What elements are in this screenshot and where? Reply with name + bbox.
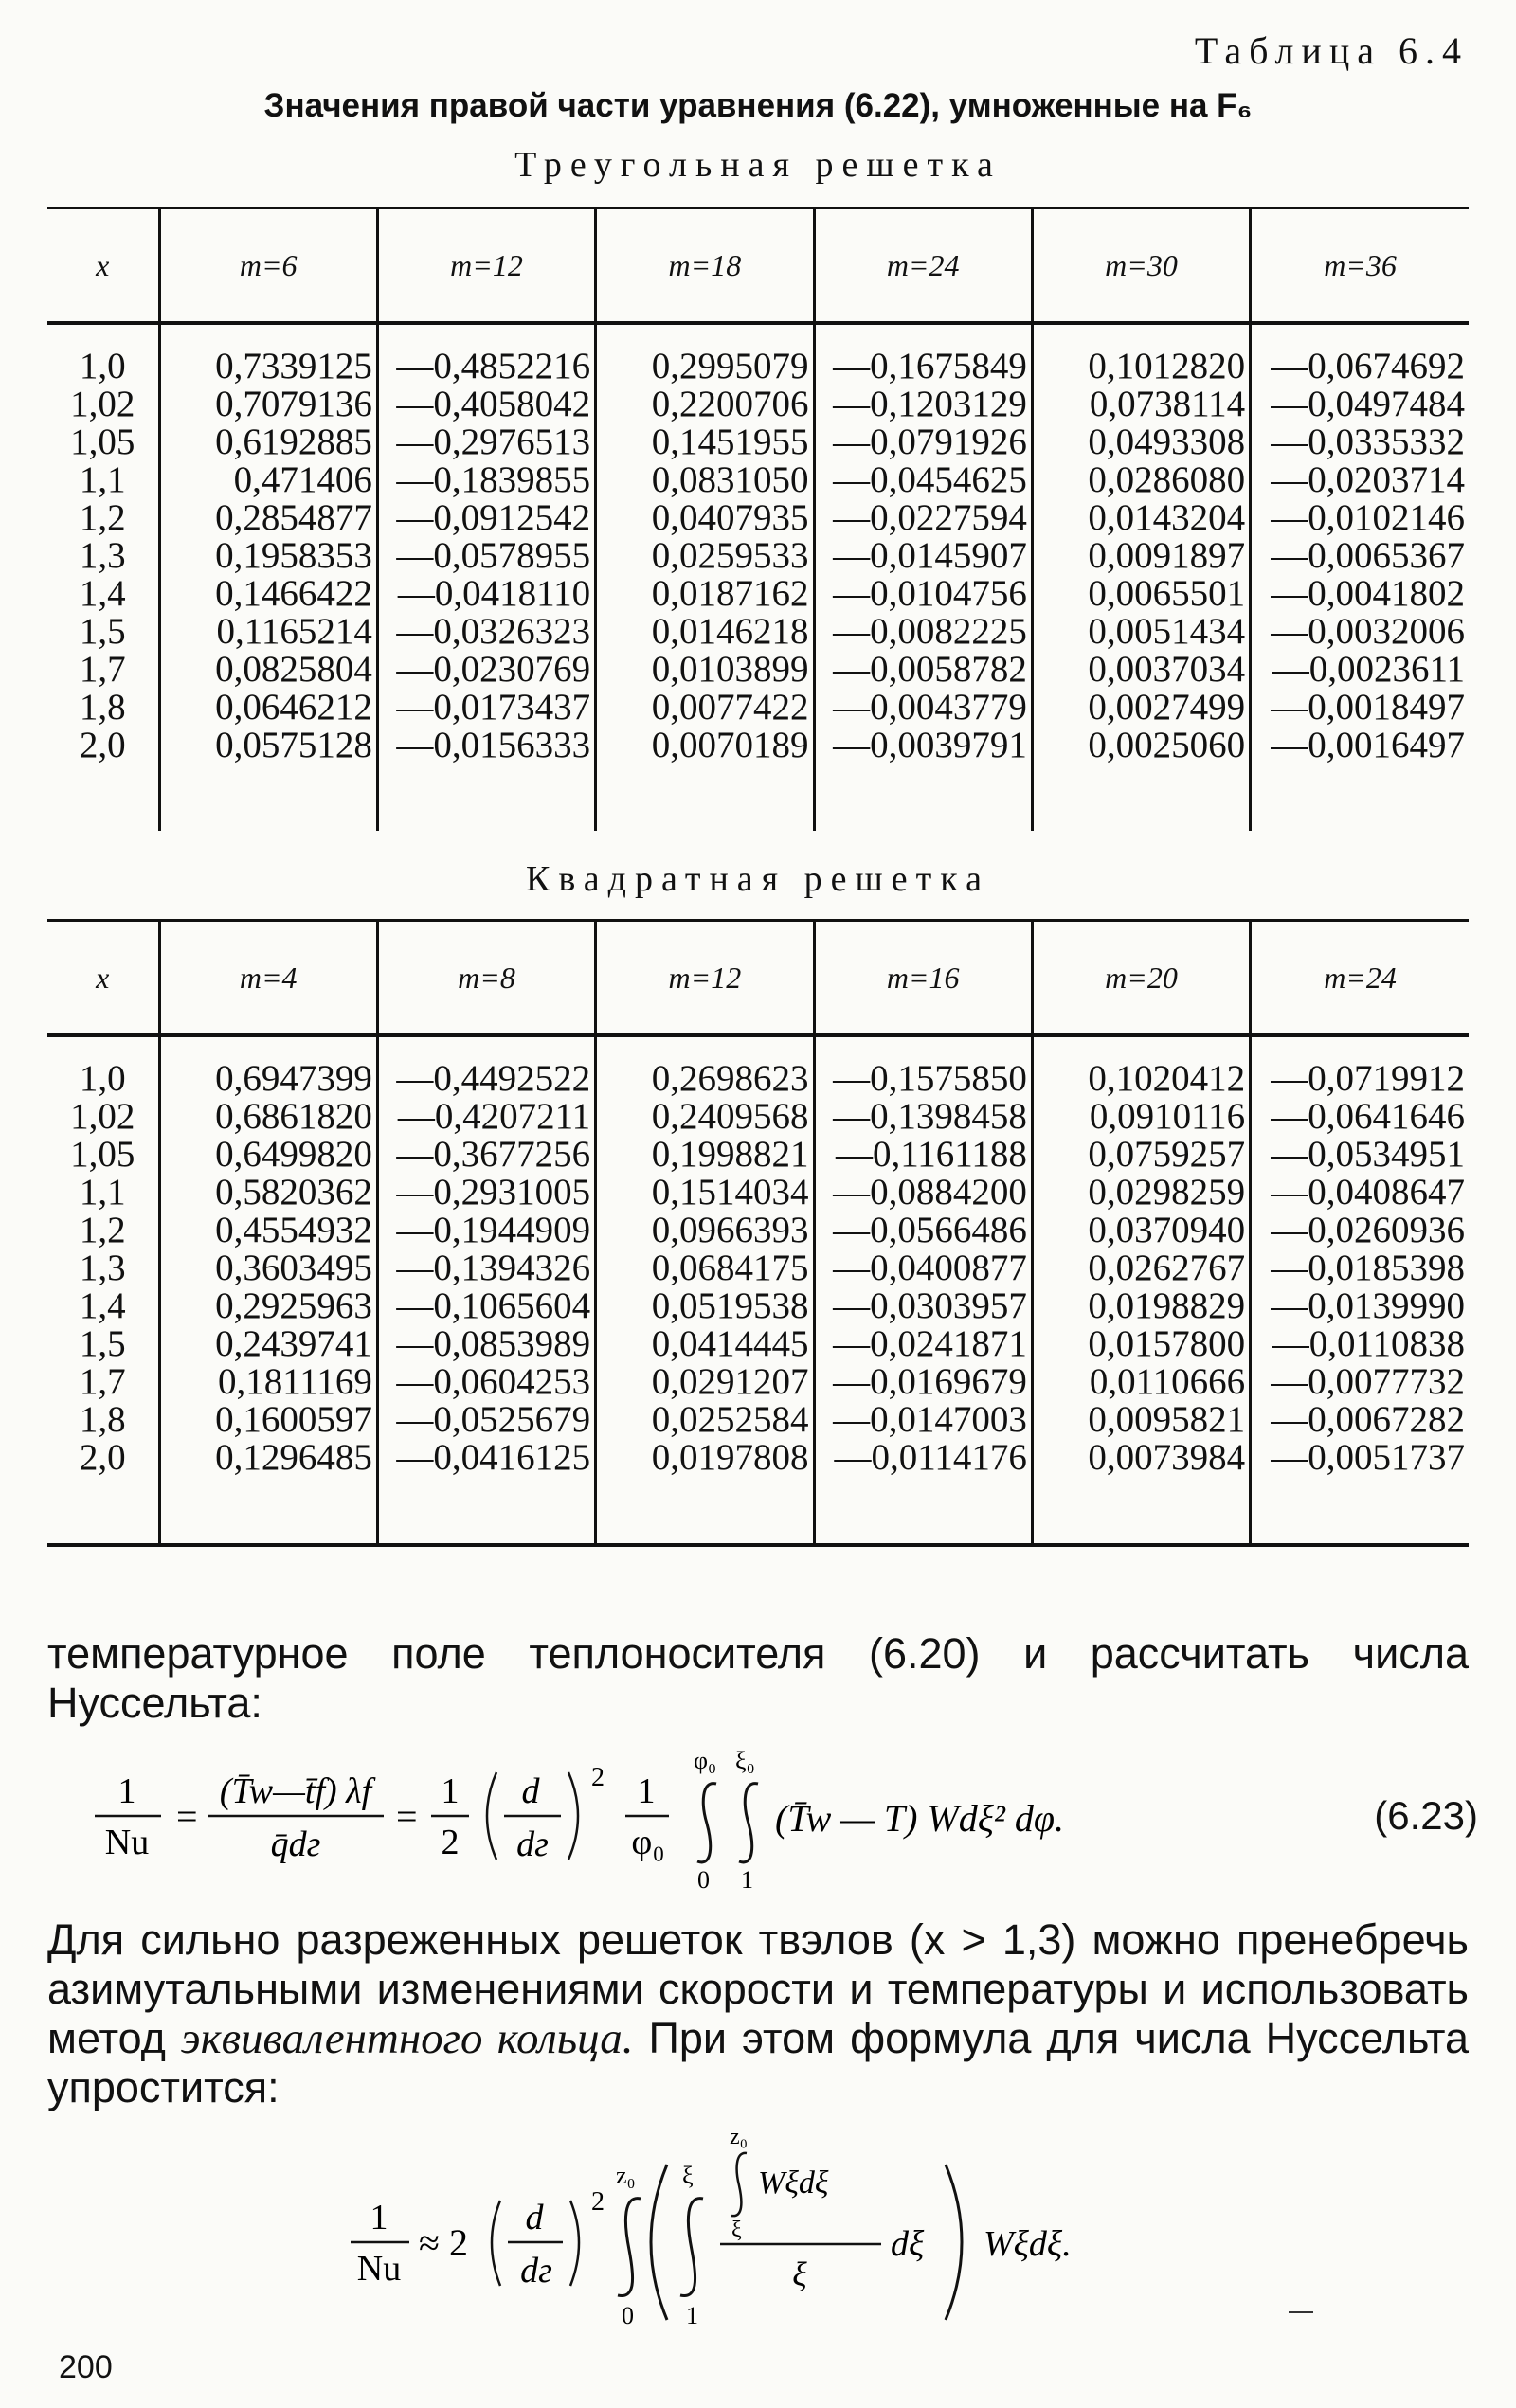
- spacer-cell: [814, 1035, 1032, 1060]
- cell-value: 0,1514034: [596, 1174, 814, 1212]
- table-row: [47, 1439, 1469, 1477]
- spacer-cell: [159, 764, 377, 831]
- table-row: [47, 689, 1469, 727]
- cell-value: —0,0023611: [1251, 651, 1469, 689]
- cell-x: 2,0: [79, 725, 126, 765]
- cell-value: —0,0032006: [1251, 613, 1469, 651]
- cell-value: 0,0027499: [1032, 689, 1250, 727]
- spacer-cell: [377, 764, 595, 831]
- eq-equals: =: [176, 1795, 198, 1838]
- cell-value: 0,0077422: [596, 689, 814, 727]
- spacer-cell: [377, 323, 595, 348]
- table-header-row: [47, 921, 1469, 1036]
- table-row: [47, 651, 1469, 689]
- spacer-cell: [596, 1477, 814, 1545]
- cell-value: —0,0058782: [814, 651, 1032, 689]
- cell-value: 0,6192885: [159, 423, 377, 461]
- eq2-ratio-den: dг: [520, 2251, 552, 2291]
- spacer-cell: [159, 1035, 377, 1060]
- spacer-cell: [47, 323, 159, 348]
- cell-value: 0,2200706: [596, 386, 814, 423]
- paragraph-text: Для сильно разреженных решеток твэлов (x > 1,3) можно пренебречь азимутальными изменениями скорости и температуры и использовать метод: [47, 1915, 1469, 2062]
- cell-value: —0,0719912: [1251, 1060, 1469, 1098]
- spacer-cell: [159, 1477, 377, 1545]
- cell-value: —0,0853989: [377, 1325, 595, 1363]
- column-header-m: m=36: [1251, 208, 1469, 324]
- cell-value: 0,0110666: [1032, 1363, 1250, 1401]
- cell-value: 0,0738114: [1032, 386, 1250, 423]
- cell-value: 0,5820362: [159, 1174, 377, 1212]
- eq-inv-den: φ₀: [631, 1823, 665, 1862]
- cell-x: 1,0: [79, 346, 126, 386]
- cell-value: —0,4852216: [377, 348, 595, 386]
- eq2-innermost-lower: ξ: [731, 2218, 742, 2242]
- eq-mid-den: q̄dг: [270, 1824, 321, 1864]
- cell-value: 0,0646212: [159, 689, 377, 727]
- cell-value: 0,4554932: [159, 1212, 377, 1249]
- cell-value: —0,0416125: [377, 1439, 595, 1477]
- cell-value: —0,0408647: [1251, 1174, 1469, 1212]
- cell-value: 0,2925963: [159, 1287, 377, 1325]
- cell-x: 1,7: [79, 1361, 126, 1402]
- cell-value: 0,0037034: [1032, 651, 1250, 689]
- equation-6-23-formula: [95, 1748, 1326, 1890]
- spacer-row: [47, 323, 1469, 348]
- eq-int1-lower: 0: [697, 1866, 710, 1890]
- cell-value: —0,1394326: [377, 1249, 595, 1287]
- spacer-cell: [1032, 323, 1250, 348]
- cell-value: 0,0146218: [596, 613, 814, 651]
- spacer-cell: [47, 1477, 159, 1545]
- eq-ratio-num: d: [521, 1771, 540, 1811]
- cell-value: 0,0091897: [1032, 537, 1250, 575]
- column-header-m: m=24: [1251, 921, 1469, 1036]
- eq-mid-num: (T̄w—t̄f) λf: [219, 1771, 372, 1811]
- table-row: [47, 1136, 1469, 1174]
- cell-value: —0,0185398: [1251, 1249, 1469, 1287]
- cell-value: —0,0335332: [1251, 423, 1469, 461]
- spacer-cell: [377, 1035, 595, 1060]
- cell-value: 0,6861820: [159, 1098, 377, 1136]
- cell-value: —0,0016497: [1251, 727, 1469, 764]
- cell-value: 0,0197808: [596, 1439, 814, 1477]
- column-header-m: m=8: [377, 921, 595, 1036]
- column-header-m: m=24: [814, 208, 1032, 324]
- table-row: [47, 1325, 1469, 1363]
- cell-value: —0,1065604: [377, 1287, 595, 1325]
- cell-x: 1,4: [79, 1285, 126, 1326]
- eq-int2-upper: ξ₀: [735, 1748, 755, 1774]
- cell-value: 0,2995079: [596, 348, 814, 386]
- cell-value: 0,1958353: [159, 537, 377, 575]
- cell-value: 0,1165214: [159, 613, 377, 651]
- cell-value: 0,0095821: [1032, 1401, 1250, 1439]
- spacer-cell: [47, 764, 159, 831]
- cell-value: —0,1161188: [814, 1136, 1032, 1174]
- cell-x: 1,05: [70, 422, 135, 462]
- table-row: [47, 1212, 1469, 1249]
- cell-value: 0,0519538: [596, 1287, 814, 1325]
- cell-value: 0,0143204: [1032, 499, 1250, 537]
- cell-value: —0,0260936: [1251, 1212, 1469, 1249]
- cell-value: —0,3677256: [377, 1136, 595, 1174]
- spacer-cell: [47, 1035, 159, 1060]
- cell-value: —0,0641646: [1251, 1098, 1469, 1136]
- table-label: Таблица 6.4: [1194, 29, 1469, 72]
- cell-value: 0,0051434: [1032, 613, 1250, 651]
- cell-value: —0,0525679: [377, 1401, 595, 1439]
- eq-equals-2: =: [396, 1795, 418, 1838]
- cell-value: —0,0303957: [814, 1287, 1032, 1325]
- cell-value: 0,1811169: [159, 1363, 377, 1401]
- cell-value: —0,0454625: [814, 461, 1032, 499]
- cell-value: —0,0041802: [1251, 575, 1469, 613]
- cell-value: 0,0259533: [596, 537, 814, 575]
- cell-value: 0,0407935: [596, 499, 814, 537]
- eq-half-num: 1: [441, 1771, 460, 1811]
- column-header-m: m=4: [159, 921, 377, 1036]
- cell-value: —0,0065367: [1251, 537, 1469, 575]
- eq-ratio-den: dг: [516, 1824, 549, 1864]
- cell-value: 0,0070189: [596, 727, 814, 764]
- equation-simplified: [341, 2127, 1289, 2335]
- table-row: [47, 727, 1469, 764]
- cell-value: 0,1296485: [159, 1439, 377, 1477]
- square-lattice-table: [47, 919, 1469, 1547]
- column-header-x: x: [47, 208, 159, 324]
- cell-value: 0,0759257: [1032, 1136, 1250, 1174]
- cell-value: —0,0227594: [814, 499, 1032, 537]
- page-number: 200: [59, 2349, 113, 2385]
- cell-value: —0,0018497: [1251, 689, 1469, 727]
- cell-x: 1,1: [79, 1172, 126, 1213]
- cell-value: 0,1012820: [1032, 348, 1250, 386]
- cell-value: 0,6499820: [159, 1136, 377, 1174]
- table-row: [47, 499, 1469, 537]
- eq2-approx: ≈ 2: [419, 2221, 468, 2264]
- column-header-m: m=20: [1032, 921, 1250, 1036]
- spacer-cell: [159, 323, 377, 348]
- decorative-dash: [1289, 2311, 1313, 2313]
- cell-value: 0,0286080: [1032, 461, 1250, 499]
- cell-value: —0,0051737: [1251, 1439, 1469, 1477]
- spacer-cell: [1251, 764, 1469, 831]
- eq-lhs-num: 1: [117, 1771, 136, 1811]
- cell-x: 1,02: [70, 384, 135, 424]
- cell-x: 1,5: [79, 611, 126, 652]
- paragraph-equivalent-ring: [47, 1915, 1469, 2112]
- equation-number: (6.23): [1374, 1793, 1478, 1838]
- spacer-cell: [1032, 1477, 1250, 1545]
- cell-value: —0,0173437: [377, 689, 595, 727]
- triangular-lattice-title: Треугольная решетка: [514, 145, 1002, 185]
- paragraph-nusselt-intro: температурное поле теплоносителя (6.20) и рассчитать числа Нуссельта:: [47, 1629, 1469, 1727]
- cell-value: —0,0139990: [1251, 1287, 1469, 1325]
- cell-value: —0,1944909: [377, 1212, 595, 1249]
- cell-x: 1,8: [79, 687, 126, 728]
- cell-x: 1,3: [79, 535, 126, 576]
- column-header-x: x: [47, 921, 159, 1036]
- cell-value: 0,0252584: [596, 1401, 814, 1439]
- cell-value: 0,0187162: [596, 575, 814, 613]
- table-row: [47, 613, 1469, 651]
- eq-int2-lower: 1: [741, 1866, 753, 1890]
- cell-value: 0,1600597: [159, 1401, 377, 1439]
- cell-value: 0,0157800: [1032, 1325, 1250, 1363]
- table-row: [47, 348, 1469, 386]
- spacer-cell: [596, 323, 814, 348]
- eq2-innermost-upper: z₀: [730, 2127, 749, 2149]
- eq-integrand: (T̄w — T) Wdξ² dφ.: [775, 1797, 1064, 1840]
- cell-value: —0,0169679: [814, 1363, 1032, 1401]
- table-row: [47, 1249, 1469, 1287]
- cell-value: —0,2976513: [377, 423, 595, 461]
- cell-x: 1,1: [79, 459, 126, 500]
- cell-value: 0,0575128: [159, 727, 377, 764]
- cell-value: —0,0400877: [814, 1249, 1032, 1287]
- cell-value: 0,0370940: [1032, 1212, 1250, 1249]
- cell-value: —0,0145907: [814, 537, 1032, 575]
- cell-value: —0,0566486: [814, 1212, 1032, 1249]
- table-row: [47, 1098, 1469, 1136]
- cell-value: 0,0966393: [596, 1212, 814, 1249]
- spacer-cell: [814, 323, 1032, 348]
- column-header-m: m=16: [814, 921, 1032, 1036]
- cell-value: 0,0103899: [596, 651, 814, 689]
- cell-value: —0,0104756: [814, 575, 1032, 613]
- cell-value: —0,0039791: [814, 727, 1032, 764]
- cell-value: 0,0291207: [596, 1363, 814, 1401]
- cell-value: 0,7339125: [159, 348, 377, 386]
- cell-value: —0,0884200: [814, 1174, 1032, 1212]
- square-lattice-title: Квадратная решетка: [525, 859, 990, 899]
- eq2-square: 2: [591, 2187, 605, 2217]
- eq-int1-upper: φ₀: [694, 1748, 717, 1774]
- cell-value: —0,4492522: [377, 1060, 595, 1098]
- table-row: [47, 1174, 1469, 1212]
- cell-value: 0,1451955: [596, 423, 814, 461]
- paragraph-text-end: При этом формула для числа Нуссельта упростится:: [47, 2014, 1470, 2111]
- cell-value: 0,1466422: [159, 575, 377, 613]
- cell-x: 1,8: [79, 1399, 126, 1440]
- cell-x: 1,02: [70, 1096, 135, 1137]
- cell-x: 1,05: [70, 1134, 135, 1175]
- column-header-m: m=12: [377, 208, 595, 324]
- cell-value: —0,0102146: [1251, 499, 1469, 537]
- cell-value: 0,3603495: [159, 1249, 377, 1287]
- eq2-innermost-integrand: Wξdξ: [758, 2165, 829, 2201]
- emphasis-term: эквивалентного кольца.: [180, 2014, 634, 2063]
- cell-value: 0,0831050: [596, 461, 814, 499]
- spacer-cell: [596, 764, 814, 831]
- cell-value: —0,1675849: [814, 348, 1032, 386]
- eq2-inner-lower: 1: [686, 2302, 698, 2329]
- spacer-row: [47, 764, 1469, 831]
- cell-value: 0,0298259: [1032, 1174, 1250, 1212]
- cell-value: —0,0203714: [1251, 461, 1469, 499]
- cell-value: —0,1398458: [814, 1098, 1032, 1136]
- spacer-cell: [1032, 1035, 1250, 1060]
- eq-lhs-den: Nu: [104, 1823, 150, 1862]
- cell-value: —0,0791926: [814, 423, 1032, 461]
- cell-value: —0,2931005: [377, 1174, 595, 1212]
- cell-value: —0,0578955: [377, 537, 595, 575]
- cell-value: —0,4207211: [377, 1098, 595, 1136]
- spacer-cell: [814, 764, 1032, 831]
- equation-6-23: [95, 1748, 1478, 1890]
- eq2-outer-upper: z₀: [616, 2162, 636, 2189]
- cell-value: —0,0497484: [1251, 386, 1469, 423]
- spacer-row: [47, 1477, 1469, 1545]
- eq2-tail: Wξdξ.: [984, 2224, 1072, 2264]
- cell-value: 0,2409568: [596, 1098, 814, 1136]
- cell-value: 0,0025060: [1032, 727, 1250, 764]
- cell-value: 0,6947399: [159, 1060, 377, 1098]
- cell-value: —0,0077732: [1251, 1363, 1469, 1401]
- table-row: [47, 461, 1469, 499]
- cell-value: —0,0674692: [1251, 348, 1469, 386]
- cell-x: 1,5: [79, 1323, 126, 1364]
- triangular-lattice-table: [47, 207, 1469, 831]
- cell-value: 0,7079136: [159, 386, 377, 423]
- eq-inv-num: 1: [637, 1771, 656, 1811]
- eq2-outer-lower: 0: [622, 2302, 634, 2329]
- table-row: [47, 386, 1469, 423]
- cell-value: —0,1575850: [814, 1060, 1032, 1098]
- column-header-m: m=12: [596, 921, 814, 1036]
- eq-square: 2: [591, 1763, 605, 1792]
- cell-x: 1,2: [79, 497, 126, 538]
- cell-x: 1,2: [79, 1210, 126, 1250]
- cell-value: 0,2439741: [159, 1325, 377, 1363]
- table-row: [47, 1060, 1469, 1098]
- eq2-lhs-num: 1: [370, 2198, 388, 2237]
- spacer-cell: [596, 1035, 814, 1060]
- cell-x: 1,3: [79, 1248, 126, 1288]
- cell-value: —0,0156333: [377, 727, 595, 764]
- table-row: [47, 537, 1469, 575]
- spacer-cell: [1251, 1035, 1469, 1060]
- table-row: [47, 575, 1469, 613]
- cell-value: 0,2698623: [596, 1060, 814, 1098]
- table-row: [47, 1401, 1469, 1439]
- spacer-cell: [1251, 323, 1469, 348]
- eq-half-den: 2: [441, 1823, 460, 1862]
- column-header-m: m=30: [1032, 208, 1250, 324]
- eq2-frac-den: ξ: [792, 2255, 807, 2293]
- cell-value: —0,0082225: [814, 613, 1032, 651]
- cell-value: —0,0043779: [814, 689, 1032, 727]
- eq2-lhs-den: Nu: [356, 2249, 402, 2289]
- column-header-m: m=18: [596, 208, 814, 324]
- spacer-cell: [1032, 764, 1250, 831]
- table-header-row: [47, 208, 1469, 324]
- column-header-m: m=6: [159, 208, 377, 324]
- cell-value: 0,0065501: [1032, 575, 1250, 613]
- spacer-cell: [814, 1477, 1032, 1545]
- cell-value: —0,0110838: [1251, 1325, 1469, 1363]
- cell-value: 0,471406: [159, 461, 377, 499]
- cell-value: —0,0114176: [814, 1439, 1032, 1477]
- cell-value: 0,0073984: [1032, 1439, 1250, 1477]
- eq2-dxi: dξ: [891, 2224, 925, 2264]
- cell-value: 0,1998821: [596, 1136, 814, 1174]
- cell-value: —0,0534951: [1251, 1136, 1469, 1174]
- equation-simplified-formula: [341, 2127, 1289, 2335]
- cell-x: 1,0: [79, 1058, 126, 1099]
- cell-value: 0,1020412: [1032, 1060, 1250, 1098]
- spacer-cell: [1251, 1477, 1469, 1545]
- cell-value: 0,0910116: [1032, 1098, 1250, 1136]
- cell-value: —0,0326323: [377, 613, 595, 651]
- cell-x: 2,0: [79, 1437, 126, 1478]
- cell-value: 0,0262767: [1032, 1249, 1250, 1287]
- cell-value: 0,0825804: [159, 651, 377, 689]
- cell-value: 0,0198829: [1032, 1287, 1250, 1325]
- cell-value: —0,0912542: [377, 499, 595, 537]
- cell-value: —0,0230769: [377, 651, 595, 689]
- eq2-inner-upper: ξ: [682, 2162, 694, 2189]
- cell-value: —0,1203129: [814, 386, 1032, 423]
- cell-value: —0,1839855: [377, 461, 595, 499]
- cell-x: 1,7: [79, 649, 126, 690]
- cell-value: —0,0241871: [814, 1325, 1032, 1363]
- table-row: [47, 423, 1469, 461]
- eq2-ratio-num: d: [525, 2198, 544, 2237]
- cell-value: —0,4058042: [377, 386, 595, 423]
- table-caption: Значения правой части уравнения (6.22), умноженные на F₆: [263, 87, 1253, 124]
- cell-value: 0,0684175: [596, 1249, 814, 1287]
- cell-value: —0,0147003: [814, 1401, 1032, 1439]
- cell-value: 0,0493308: [1032, 423, 1250, 461]
- spacer-cell: [377, 1477, 595, 1545]
- spacer-row: [47, 1035, 1469, 1060]
- cell-value: —0,0604253: [377, 1363, 595, 1401]
- cell-value: 0,2854877: [159, 499, 377, 537]
- cell-value: —0,0067282: [1251, 1401, 1469, 1439]
- table-row: [47, 1363, 1469, 1401]
- cell-x: 1,4: [79, 573, 126, 614]
- cell-value: 0,0414445: [596, 1325, 814, 1363]
- table-row: [47, 1287, 1469, 1325]
- cell-value: —0,0418110: [377, 575, 595, 613]
